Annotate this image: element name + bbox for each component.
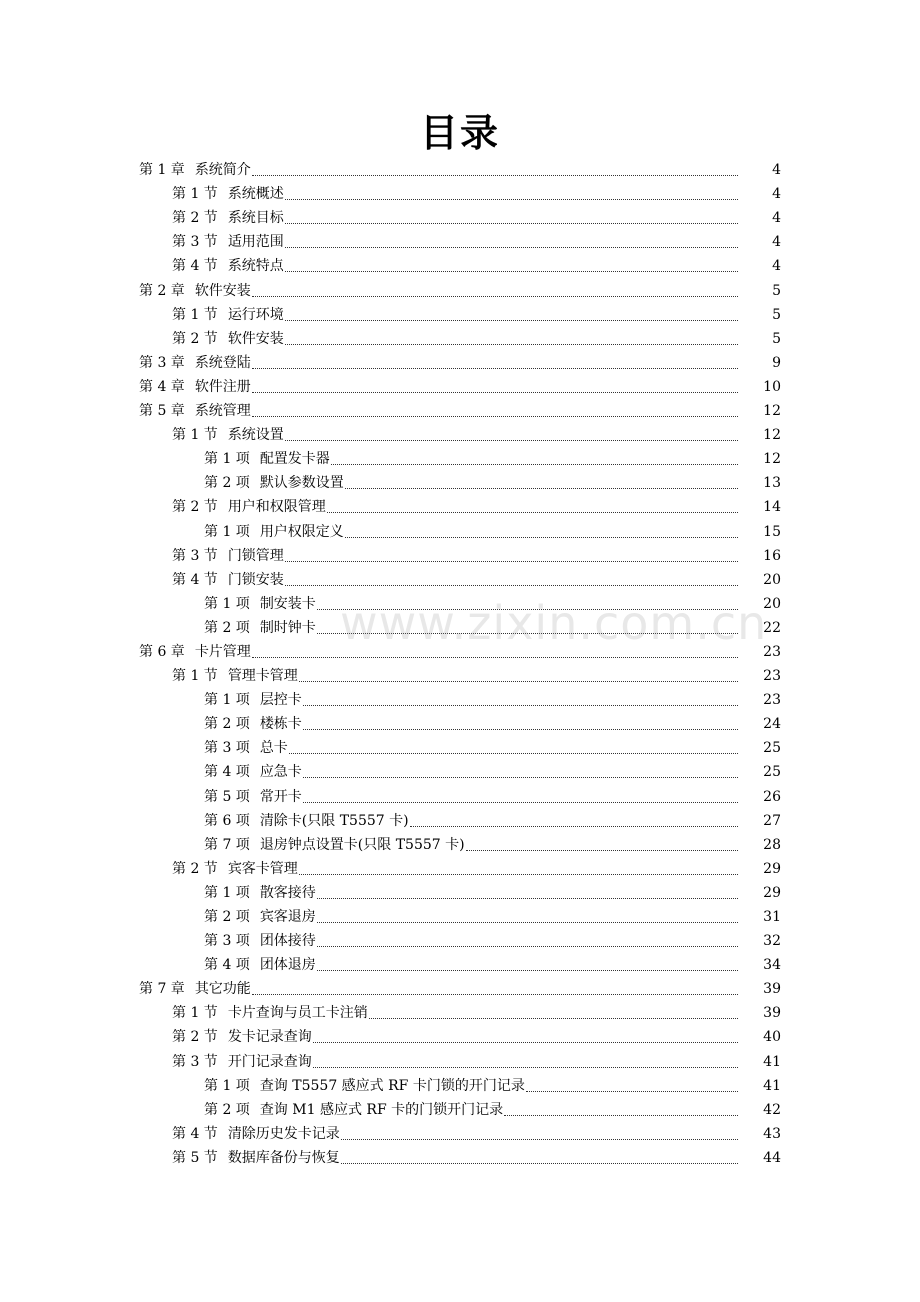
toc-entry-page: 23	[763, 692, 781, 709]
toc-entry-label	[172, 186, 284, 203]
toc-entry-title: 常开卡	[259, 788, 302, 805]
dot-leader	[317, 922, 738, 923]
dot-leader	[317, 609, 738, 610]
toc-entry-label	[172, 1029, 312, 1046]
toc-entry-title: 制时钟卡	[259, 619, 316, 636]
toc-entry-page: 40	[763, 1029, 781, 1046]
toc-entry-number: 第 2 项	[204, 619, 250, 636]
toc-entry-label	[172, 499, 326, 516]
toc-entry-label	[204, 764, 302, 781]
toc-entry-page: 12	[763, 427, 781, 444]
dot-leader	[303, 777, 738, 778]
toc-entry-page: 5	[772, 282, 781, 299]
toc-entry-label	[204, 837, 465, 854]
dot-leader	[331, 464, 738, 465]
toc-entry-page: 23	[763, 668, 781, 685]
toc-entry-label	[172, 668, 298, 685]
toc-entry-title: 系统概述	[227, 186, 284, 203]
toc-entry[interactable]	[0, 424, 920, 448]
toc-entry-number: 第 1 节	[172, 427, 218, 444]
toc-entry-title: 系统登陆	[194, 354, 251, 371]
toc-entry-label	[139, 355, 251, 372]
toc-entry-number: 第 4 节	[172, 258, 218, 275]
toc-entry-page: 26	[763, 788, 781, 805]
toc-entry-page: 43	[763, 1125, 781, 1142]
toc-entry[interactable]	[0, 737, 920, 761]
toc-entry-number: 第 5 章	[139, 403, 185, 420]
toc-entry-title: 用户和权限管理	[227, 499, 326, 516]
toc-entry-label	[204, 740, 288, 757]
toc-entry-label	[172, 1126, 340, 1143]
toc-entry-label	[204, 716, 302, 733]
toc-entry[interactable]	[0, 496, 920, 520]
toc-entry-label	[204, 909, 316, 926]
toc-entry-page: 25	[763, 740, 781, 757]
toc-entry-label	[204, 620, 316, 637]
dot-leader	[285, 199, 738, 200]
toc-entry[interactable]	[0, 1075, 920, 1099]
toc-entry-number: 第 2 项	[204, 1101, 250, 1118]
dot-leader	[341, 1139, 738, 1140]
toc-entry-number: 第 3 节	[172, 547, 218, 564]
toc-entry[interactable]	[0, 328, 920, 352]
toc-entry-page: 32	[763, 933, 781, 950]
dot-leader	[410, 826, 738, 827]
toc-entry[interactable]	[0, 1026, 920, 1050]
toc-entry[interactable]	[0, 882, 920, 906]
toc-entry-title: 用户权限定义	[259, 523, 344, 540]
toc-entry-page: 41	[763, 1077, 781, 1094]
toc-entry-title: 总卡	[259, 740, 288, 757]
dot-leader	[285, 247, 738, 248]
toc-entry-title: 制安装卡	[259, 595, 316, 612]
toc-entry-number: 第 1 项	[204, 1077, 250, 1094]
toc-entry-title: 软件注册	[194, 378, 251, 395]
toc-entry-label	[172, 1150, 340, 1167]
toc-entry-label	[172, 861, 298, 878]
dot-leader	[526, 1091, 738, 1092]
toc-entry-label	[204, 1078, 525, 1095]
toc-entry-number: 第 1 项	[204, 595, 250, 612]
toc-entry[interactable]	[0, 713, 920, 737]
toc-entry-label	[172, 427, 284, 444]
toc-entry-number: 第 1 节	[172, 186, 218, 203]
toc-entry-page: 22	[763, 619, 781, 636]
dot-leader	[317, 633, 738, 634]
dot-leader	[317, 970, 738, 971]
dot-leader	[303, 705, 738, 706]
toc-entry-page: 9	[772, 354, 781, 371]
dot-leader	[285, 223, 738, 224]
toc-entry-title: 卡片查询与员工卡注销	[227, 1005, 368, 1022]
toc-entry-label	[172, 234, 284, 251]
toc-entry-number: 第 5 项	[204, 788, 250, 805]
dot-leader	[285, 271, 738, 272]
toc-entry-page: 34	[763, 957, 781, 974]
toc-entry-number: 第 3 节	[172, 1053, 218, 1070]
toc-entry[interactable]	[0, 400, 920, 424]
toc-entry-title: 清除历史发卡记录	[227, 1125, 340, 1142]
dot-leader	[289, 753, 738, 754]
toc-entry-number: 第 6 项	[204, 812, 250, 829]
toc-entry[interactable]	[0, 376, 920, 400]
toc-entry-page: 16	[763, 547, 781, 564]
toc-entry[interactable]	[0, 858, 920, 882]
toc-entry[interactable]	[0, 279, 920, 303]
toc-entry-title: 门锁管理	[227, 547, 284, 564]
toc-entry-page: 10	[763, 378, 781, 395]
toc-entry-label	[172, 548, 284, 565]
dot-leader	[345, 537, 738, 538]
dot-leader	[369, 1018, 738, 1019]
toc-entry-title: 默认参数设置	[259, 475, 344, 492]
toc-entry-title: 其它功能	[194, 981, 251, 998]
toc-entry-page: 4	[772, 162, 781, 179]
toc-entry-page: 29	[763, 860, 781, 877]
toc-entry-number: 第 3 节	[172, 234, 218, 251]
toc-entry[interactable]	[0, 1002, 920, 1026]
toc-entry-label	[139, 162, 251, 179]
toc-entry-title: 运行环境	[227, 306, 284, 323]
toc-entry-page: 39	[763, 1005, 781, 1022]
toc-entry[interactable]	[0, 930, 920, 954]
toc-entry-number: 第 2 节	[172, 860, 218, 877]
toc-entry-number: 第 4 节	[172, 1125, 218, 1142]
toc-entry-title: 配置发卡器	[259, 451, 330, 468]
toc-entry[interactable]	[0, 1147, 920, 1171]
dot-leader	[252, 657, 738, 658]
toc-entry-label	[172, 307, 284, 324]
dot-leader	[252, 392, 738, 393]
toc-entry-number: 第 1 章	[139, 162, 185, 179]
toc-entry[interactable]	[0, 183, 920, 207]
toc-entry[interactable]	[0, 448, 920, 472]
toc-entry-number: 第 7 项	[204, 836, 250, 853]
toc-entry[interactable]	[0, 593, 920, 617]
toc-entry-label	[172, 1005, 368, 1022]
toc-entry-page: 4	[772, 234, 781, 251]
toc-entry-page: 13	[763, 475, 781, 492]
toc-entry-label	[204, 789, 302, 806]
toc-entry-number: 第 2 项	[204, 716, 250, 733]
dot-leader	[327, 512, 738, 513]
toc-entry[interactable]	[0, 207, 920, 231]
toc-entry-page: 39	[763, 981, 781, 998]
toc-entry-number: 第 2 节	[172, 499, 218, 516]
toc-entry-label	[172, 331, 284, 348]
toc-entry-label	[139, 403, 251, 420]
toc-entry[interactable]	[0, 159, 920, 183]
toc-entry[interactable]	[0, 520, 920, 544]
dot-leader	[466, 850, 738, 851]
page-title: 目录	[419, 111, 500, 155]
toc-entry[interactable]	[0, 255, 920, 279]
toc-entry-title: 散客接待	[259, 884, 316, 901]
toc-entry[interactable]	[0, 761, 920, 785]
toc-entry-label	[139, 981, 251, 998]
toc-entry[interactable]	[0, 810, 920, 834]
toc-entry-page: 41	[763, 1053, 781, 1070]
toc-entry[interactable]	[0, 569, 920, 593]
toc-entry-page: 28	[763, 836, 781, 853]
toc-entry-title: 楼栋卡	[259, 716, 302, 733]
toc-entry-number: 第 2 节	[172, 210, 218, 227]
toc-entry-number: 第 7 章	[139, 981, 185, 998]
toc-entry-title: 查询 M1 感应式 RF 卡的门锁开门记录	[259, 1101, 504, 1118]
toc-entry-page: 12	[763, 403, 781, 420]
dot-leader	[252, 296, 738, 297]
dot-leader	[317, 946, 738, 947]
dot-leader	[285, 561, 738, 562]
toc-entry-label	[204, 813, 409, 830]
toc-entry-label	[204, 596, 316, 613]
toc-entry-page: 23	[763, 643, 781, 660]
toc-entry-title: 系统管理	[194, 403, 251, 420]
toc-entry-title: 系统目标	[227, 210, 284, 227]
dot-leader	[252, 416, 738, 417]
toc-entry-page: 44	[763, 1149, 781, 1166]
toc-entry-number: 第 2 节	[172, 1029, 218, 1046]
toc-entry-number: 第 1 节	[172, 668, 218, 685]
toc-entry-page: 25	[763, 764, 781, 781]
toc-entry-title: 门锁安装	[227, 571, 284, 588]
dot-leader	[303, 729, 738, 730]
toc-entry-title: 系统特点	[227, 258, 284, 275]
dot-leader	[252, 994, 738, 995]
toc-entry-title: 查询 T5557 感应式 RF 卡门锁的开门记录	[259, 1077, 525, 1094]
toc-entry[interactable]	[0, 785, 920, 809]
toc-entry-label	[139, 644, 251, 661]
dot-leader	[317, 898, 738, 899]
toc-entry-title: 软件安装	[227, 330, 284, 347]
toc-entry-page: 29	[763, 884, 781, 901]
toc-entry-number: 第 2 章	[139, 282, 185, 299]
toc-entry[interactable]	[0, 978, 920, 1002]
dot-leader	[285, 344, 738, 345]
dot-leader	[345, 488, 738, 489]
toc-entry-number: 第 3 章	[139, 354, 185, 371]
toc-entry-page: 42	[763, 1101, 781, 1118]
toc-entry-label	[204, 475, 344, 492]
toc-entry-title: 层控卡	[259, 692, 302, 709]
toc-entry[interactable]	[0, 641, 920, 665]
toc-entry-number: 第 1 项	[204, 523, 250, 540]
toc-entry-label	[204, 885, 316, 902]
dot-leader	[313, 1067, 738, 1068]
toc-entry-label	[139, 283, 251, 300]
toc-entry-title: 清除卡(只限 T5557 卡)	[259, 812, 409, 829]
toc-entry-page: 31	[763, 909, 781, 925]
toc-entry-label	[172, 258, 284, 275]
toc-entry-number: 第 4 项	[204, 764, 250, 781]
dot-leader	[285, 320, 738, 321]
toc-entry-number: 第 2 项	[204, 475, 250, 492]
toc-entry[interactable]	[0, 1050, 920, 1074]
toc-entry[interactable]	[0, 954, 920, 978]
toc-entry[interactable]	[0, 304, 920, 328]
toc-entry-label	[204, 692, 302, 709]
toc-entry-page: 12	[763, 451, 781, 468]
toc-entry[interactable]	[0, 665, 920, 689]
toc-entry-title: 开门记录查询	[227, 1053, 312, 1070]
toc-entry-title: 卡片管理	[194, 643, 251, 660]
toc-entry-title: 系统设置	[227, 427, 284, 444]
toc-entry-page: 5	[772, 330, 781, 347]
toc-entry-title: 宾客退房	[259, 909, 316, 925]
toc-entry[interactable]	[0, 352, 920, 376]
toc-entry[interactable]	[0, 1099, 920, 1123]
toc-entry-title: 退房钟点设置卡(只限 T5557 卡)	[259, 836, 465, 853]
toc-entry-number: 第 1 项	[204, 692, 250, 709]
toc-entry-label	[204, 451, 330, 468]
dot-leader	[303, 802, 738, 803]
toc-entry-label	[172, 572, 284, 589]
toc-entry-label	[204, 957, 316, 974]
toc-entry-number: 第 1 节	[172, 1005, 218, 1022]
toc-entry-number: 第 4 项	[204, 957, 250, 974]
toc-entry-page: 4	[772, 258, 781, 275]
toc-entry-number: 第 3 项	[204, 933, 250, 950]
toc-entry-number: 第 5 节	[172, 1149, 218, 1166]
toc-entry-page: 24	[763, 716, 781, 733]
toc-entry-label	[172, 210, 284, 227]
toc-entry-title: 系统简介	[194, 162, 251, 179]
toc-entry-page: 27	[763, 812, 781, 829]
toc-entry-number: 第 4 节	[172, 571, 218, 588]
toc-entry-number: 第 1 项	[204, 451, 250, 468]
toc-entry-number: 第 1 节	[172, 306, 218, 323]
toc-entry-number: 第 2 节	[172, 330, 218, 347]
toc-entry-label	[172, 1054, 312, 1071]
watermark: www.zixin.com.cn	[340, 596, 768, 650]
toc-entry[interactable]	[0, 617, 920, 641]
toc-entry-page: 15	[763, 523, 781, 540]
toc-entry[interactable]	[0, 472, 920, 496]
toc-entry-number: 第 2 项	[204, 909, 250, 925]
toc-entry[interactable]	[0, 1123, 920, 1147]
toc-entry-title: 数据库备份与恢复	[227, 1149, 340, 1166]
toc-entry-number: 第 1 项	[204, 884, 250, 901]
toc-entry-number: 第 6 章	[139, 643, 185, 660]
toc-entry-title: 宾客卡管理	[227, 860, 298, 877]
toc-entry-page: 14	[763, 499, 781, 516]
dot-leader	[285, 440, 738, 441]
dot-leader	[341, 1163, 738, 1164]
toc-entry-label	[204, 1102, 503, 1119]
toc-entry-title: 应急卡	[259, 764, 302, 781]
toc-entry-title: 软件安装	[194, 282, 251, 299]
dot-leader	[299, 874, 738, 875]
toc-entry[interactable]	[0, 906, 920, 930]
toc-entry-label	[204, 933, 316, 950]
dot-leader	[299, 681, 738, 682]
dot-leader	[285, 585, 738, 586]
toc-entry-label	[204, 524, 344, 541]
dot-leader	[504, 1115, 738, 1116]
toc-entry-label	[139, 379, 251, 396]
toc-entry[interactable]	[0, 689, 920, 713]
dot-leader	[313, 1042, 738, 1043]
dot-leader	[252, 175, 738, 176]
toc-entry-page: 20	[763, 595, 781, 612]
toc-entry-number: 第 4 章	[139, 378, 185, 395]
table-of-contents	[0, 159, 920, 1171]
toc-entry-title: 发卡记录查询	[227, 1029, 312, 1046]
toc-entry[interactable]	[0, 834, 920, 858]
toc-entry-page: 5	[772, 306, 781, 323]
toc-entry-page: 4	[772, 186, 781, 203]
toc-entry[interactable]	[0, 545, 920, 569]
toc-entry-number: 第 3 项	[204, 740, 250, 757]
toc-entry-title: 适用范围	[227, 234, 284, 251]
toc-entry[interactable]	[0, 231, 920, 255]
toc-entry-title: 管理卡管理	[227, 668, 298, 685]
toc-entry-page: 20	[763, 571, 781, 588]
toc-entry-title: 团体接待	[259, 933, 316, 950]
toc-entry-title: 团体退房	[259, 957, 316, 974]
toc-entry-page: 4	[772, 210, 781, 227]
dot-leader	[252, 368, 738, 369]
